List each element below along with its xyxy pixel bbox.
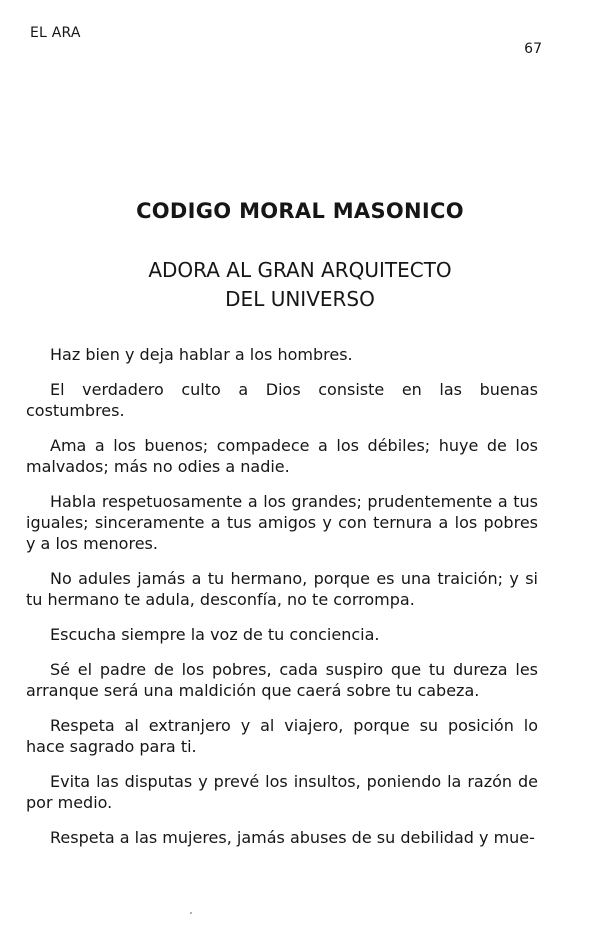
running-head: EL ARA [30, 25, 81, 41]
section-heading-line-2: DEL UNIVERSO [225, 287, 375, 311]
paragraph: Respeta al extranjero y al viajero, porque su posición lo hace sagrado para ti. [26, 716, 538, 756]
paragraph: Haz bien y deja hablar a los hombres. [50, 345, 353, 364]
section-heading [0, 256, 600, 314]
print-speck [190, 912, 192, 914]
page-title: CODIGO MORAL MASONICO [136, 199, 464, 223]
paragraph: Ama a los buenos; compadece a los débiles; huye de los malvados; más no odies a nadie. [26, 436, 538, 476]
section-heading-line-1: ADORA AL GRAN ARQUITECTO [148, 258, 452, 282]
paragraph: Sé el padre de los pobres, cada suspiro que tu dureza les arranque será una maldición que caerá sobre tu cabeza. [26, 660, 538, 700]
paragraph: Evita las disputas y prevé los insultos, poniendo la razón de por medio. [26, 772, 538, 812]
paragraph: No adules jamás a tu hermano, porque es una traición; y si tu hermano te adula, desconfía, no te corrompa. [26, 569, 538, 609]
paragraph: El verdadero culto a Dios consiste en las buenas costumbres. [26, 380, 538, 420]
paragraph: Respeta a las mujeres, jamás abuses de su debilidad y mue- [50, 828, 535, 847]
paragraph: Escucha siempre la voz de tu conciencia. [50, 625, 380, 644]
page-number: 67 [524, 41, 542, 57]
paragraph: Habla respetuosamente a los grandes; prudentemente a tus iguales; sinceramente a tus amigos y con ternura a los pobres y a los menores. [26, 492, 538, 553]
body-text [26, 344, 538, 848]
